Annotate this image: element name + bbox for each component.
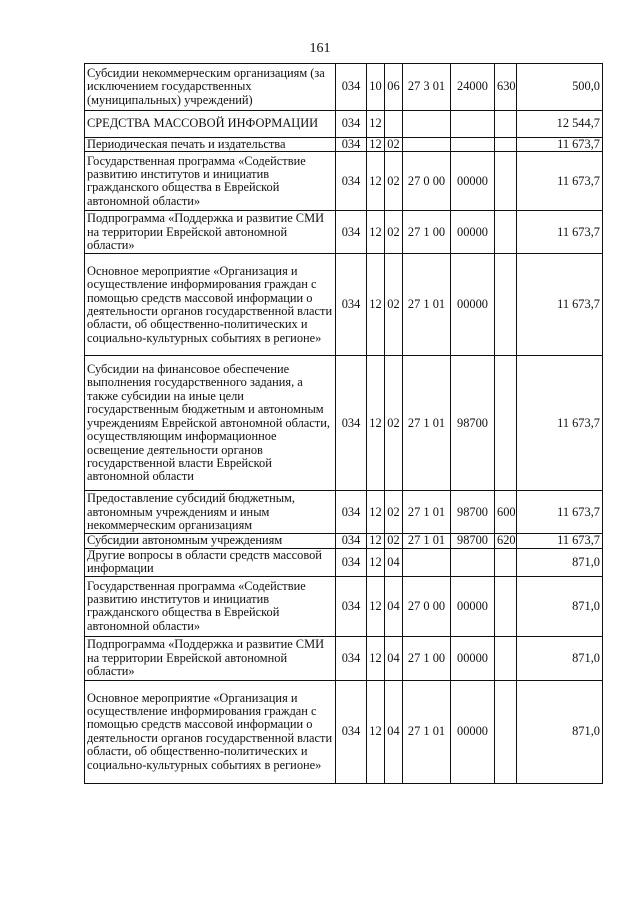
row-subsection [385, 111, 403, 138]
row-target-code: 00000 [451, 152, 495, 211]
row-target-code [451, 138, 495, 152]
table-row [85, 636, 603, 680]
row-target-code [451, 111, 495, 138]
row-expense-type: 600 [495, 491, 517, 534]
row-amount: 11 673,7 [517, 491, 603, 534]
row-expense-type: 620 [495, 534, 517, 548]
row-target-article [403, 138, 451, 152]
row-section: 10 [367, 64, 385, 111]
row-amount: 11 673,7 [517, 138, 603, 152]
row-section: 12 [367, 356, 385, 491]
row-section: 12 [367, 534, 385, 548]
table-row [85, 152, 603, 211]
row-target-code: 00000 [451, 211, 495, 254]
row-expense-type [495, 636, 517, 680]
budget-table [84, 63, 603, 784]
row-target-article: 27 0 00 [403, 152, 451, 211]
row-target-code: 00000 [451, 680, 495, 783]
row-subsection: 02 [385, 254, 403, 356]
row-expense-type [495, 680, 517, 783]
row-target-code: 00000 [451, 576, 495, 636]
row-ministry-code: 034 [336, 491, 367, 534]
row-amount: 12 544,7 [517, 111, 603, 138]
table-row [85, 111, 603, 138]
row-subsection: 02 [385, 356, 403, 491]
row-target-article [403, 548, 451, 576]
row-ministry-code: 034 [336, 211, 367, 254]
row-name: Субсидии на финансовое обеспечение выполнения государственного задания, а также субсидии на иные цели государственным бюджетным и автономным учреждениям Еврейской автономной области, осуществляющим информационное освещение деятельности органов государственной власти Еврейской автономной области [85, 356, 336, 491]
row-expense-type: 630 [495, 64, 517, 111]
row-ministry-code: 034 [336, 576, 367, 636]
row-subsection: 04 [385, 680, 403, 783]
row-target-article: 27 1 01 [403, 680, 451, 783]
row-target-article: 27 1 00 [403, 636, 451, 680]
budget-table-body [85, 64, 603, 784]
row-target-code: 98700 [451, 356, 495, 491]
row-target-article: 27 1 01 [403, 356, 451, 491]
row-target-code: 98700 [451, 534, 495, 548]
row-amount: 871,0 [517, 636, 603, 680]
table-row [85, 548, 603, 576]
table-row [85, 254, 603, 356]
row-target-article: 27 0 00 [403, 576, 451, 636]
row-target-article [403, 111, 451, 138]
row-target-code: 00000 [451, 254, 495, 356]
row-section: 12 [367, 576, 385, 636]
row-name: Субсидии некоммерческим организациям (за исключением государственных (муниципальных) учреждений) [85, 64, 336, 111]
row-name: Другие вопросы в области средств массовой информации [85, 548, 336, 576]
table-row [85, 491, 603, 534]
row-target-code [451, 548, 495, 576]
row-name: Государственная программа «Содействие развитию институтов и инициатив гражданского общества в Еврейской автономной области» [85, 152, 336, 211]
row-subsection: 02 [385, 534, 403, 548]
row-expense-type [495, 548, 517, 576]
row-name: Периодическая печать и издательства [85, 138, 336, 152]
row-expense-type [495, 356, 517, 491]
row-name: Субсидии автономным учреждениям [85, 534, 336, 548]
table-row [85, 534, 603, 548]
row-ministry-code: 034 [336, 254, 367, 356]
row-amount: 11 673,7 [517, 211, 603, 254]
row-section: 12 [367, 138, 385, 152]
row-subsection: 02 [385, 491, 403, 534]
row-amount: 871,0 [517, 680, 603, 783]
row-expense-type [495, 138, 517, 152]
row-target-code: 00000 [451, 636, 495, 680]
row-expense-type [495, 152, 517, 211]
row-ministry-code: 034 [336, 534, 367, 548]
row-subsection: 04 [385, 548, 403, 576]
row-subsection: 02 [385, 211, 403, 254]
row-section: 12 [367, 211, 385, 254]
row-expense-type [495, 576, 517, 636]
page-number: 161 [309, 41, 331, 56]
row-name: Основное мероприятие «Организация и осуществление информирования граждан с помощью средств массовой информации о деятельности органов государственной власти области, об общественно-политических и социально-культурных событиях в регионе» [85, 680, 336, 783]
row-subsection: 04 [385, 636, 403, 680]
row-amount: 11 673,7 [517, 254, 603, 356]
row-name: Предоставление субсидий бюджетным, автономным учреждениям и иным некоммерческим организациям [85, 491, 336, 534]
table-row [85, 356, 603, 491]
table-row [85, 211, 603, 254]
row-section: 12 [367, 636, 385, 680]
row-section: 12 [367, 491, 385, 534]
row-amount: 871,0 [517, 548, 603, 576]
row-name: СРЕДСТВА МАССОВОЙ ИНФОРМАЦИИ [85, 111, 336, 138]
row-target-article: 27 1 01 [403, 534, 451, 548]
row-ministry-code: 034 [336, 111, 367, 138]
row-expense-type [495, 211, 517, 254]
row-section: 12 [367, 254, 385, 356]
row-section: 12 [367, 152, 385, 211]
row-ministry-code: 034 [336, 64, 367, 111]
row-ministry-code: 034 [336, 636, 367, 680]
row-ministry-code: 034 [336, 680, 367, 783]
row-target-code: 24000 [451, 64, 495, 111]
table-row [85, 138, 603, 152]
row-name: Подпрограмма «Поддержка и развитие СМИ на территории Еврейской автономной области» [85, 636, 336, 680]
row-subsection: 06 [385, 64, 403, 111]
row-target-code: 98700 [451, 491, 495, 534]
row-ministry-code: 034 [336, 152, 367, 211]
row-section: 12 [367, 548, 385, 576]
row-subsection: 02 [385, 138, 403, 152]
row-amount: 871,0 [517, 576, 603, 636]
row-expense-type [495, 254, 517, 356]
row-name: Основное мероприятие «Организация и осуществление информирования граждан с помощью средств массовой информации о деятельности органов государственной власти области, об общественно-политических и социально-культурных событиях в регионе» [85, 254, 336, 356]
row-target-article: 27 3 01 [403, 64, 451, 111]
row-subsection: 02 [385, 152, 403, 211]
row-ministry-code: 034 [336, 356, 367, 491]
table-row [85, 576, 603, 636]
row-name: Государственная программа «Содействие развитию институтов и инициатив гражданского общества в Еврейской автономной области» [85, 576, 336, 636]
row-amount: 11 673,7 [517, 356, 603, 491]
row-amount: 500,0 [517, 64, 603, 111]
row-section: 12 [367, 111, 385, 138]
row-target-article: 27 1 01 [403, 254, 451, 356]
row-target-article: 27 1 01 [403, 491, 451, 534]
table-row [85, 64, 603, 111]
table-row [85, 680, 603, 783]
row-ministry-code: 034 [336, 138, 367, 152]
row-target-article: 27 1 00 [403, 211, 451, 254]
row-amount: 11 673,7 [517, 534, 603, 548]
row-amount: 11 673,7 [517, 152, 603, 211]
row-name: Подпрограмма «Поддержка и развитие СМИ на территории Еврейской автономной области» [85, 211, 336, 254]
row-subsection: 04 [385, 576, 403, 636]
row-ministry-code: 034 [336, 548, 367, 576]
row-expense-type [495, 111, 517, 138]
row-section: 12 [367, 680, 385, 783]
